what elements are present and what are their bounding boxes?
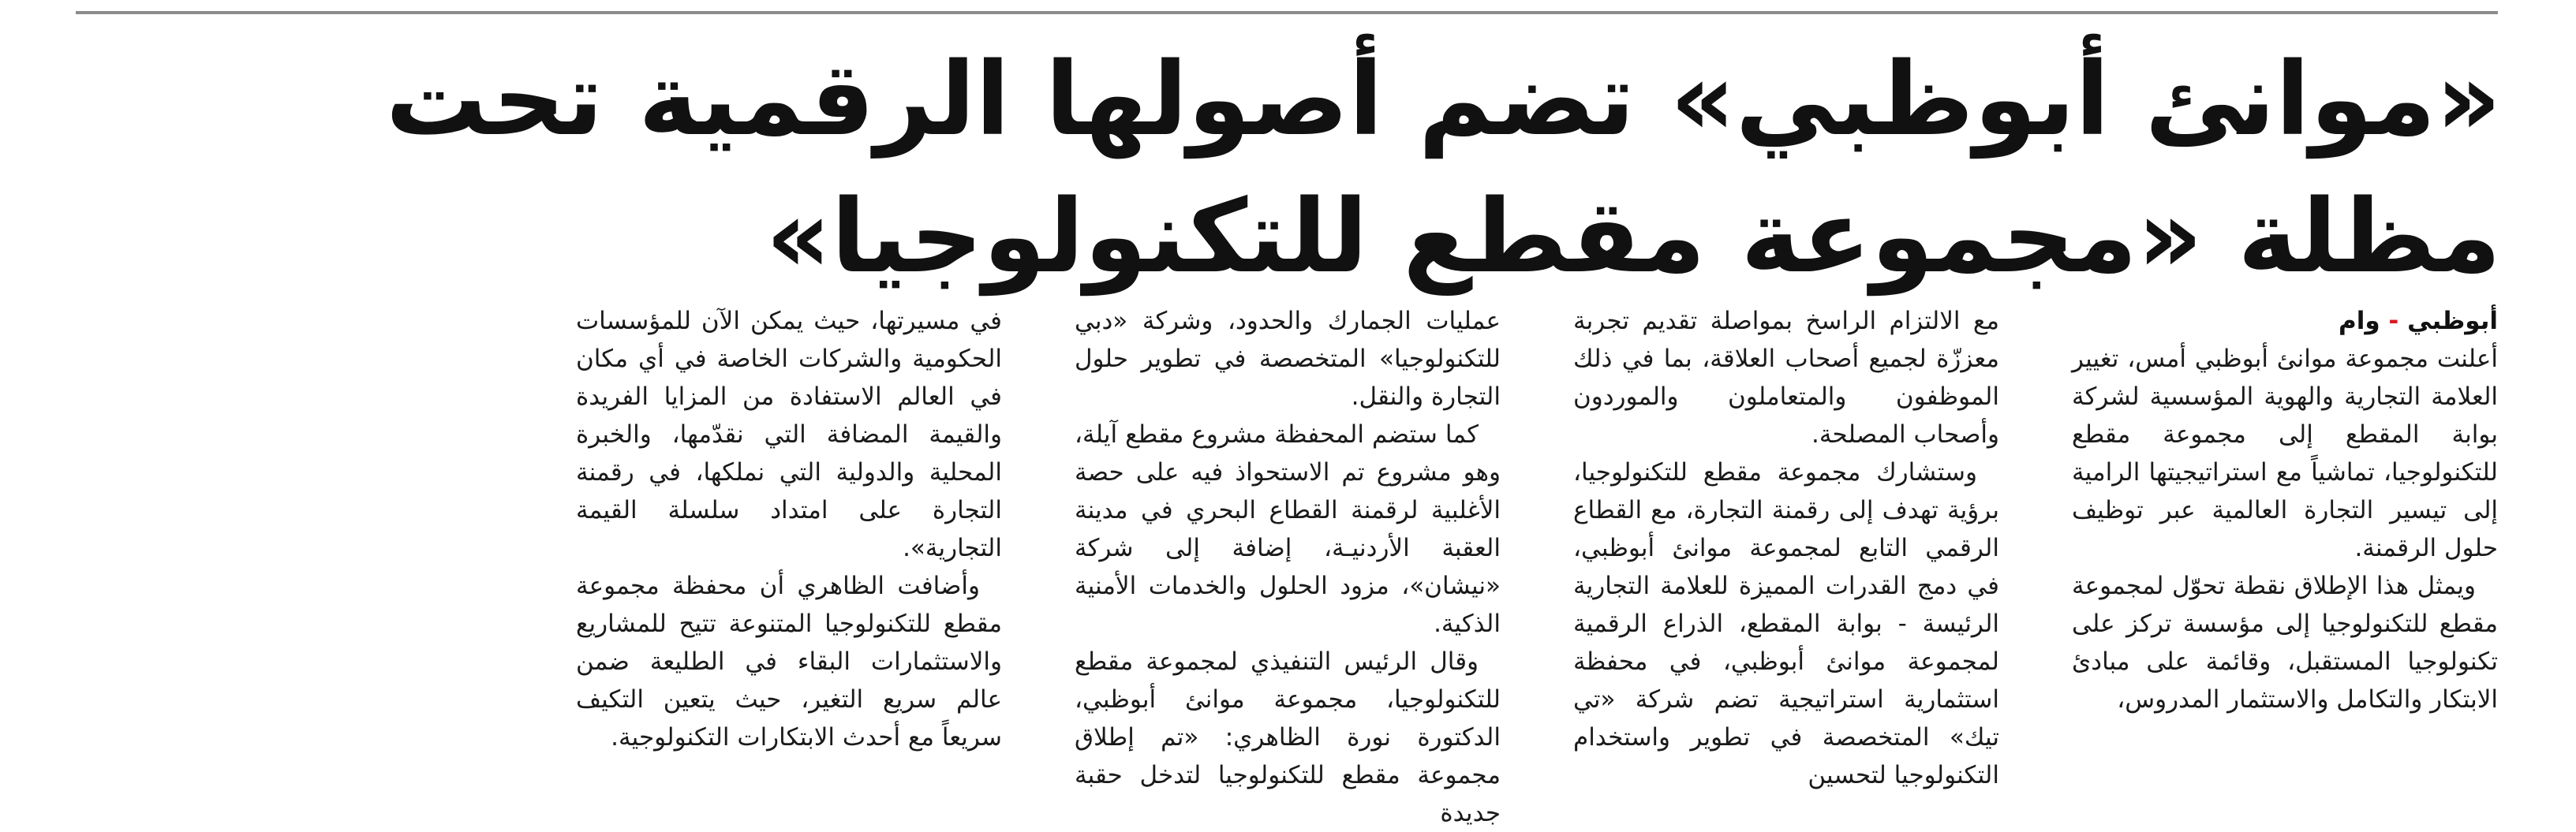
article-column-4	[576, 302, 1002, 756]
dateline-agency: وام	[2338, 307, 2380, 335]
dateline	[2072, 302, 2498, 340]
paragraph: أعلنت مجموعة موانئ أبوظبي أمس، تغيير العلامة التجارية والهوية المؤسسية لشركة بوابة المقطع إلى مجموعة مقطع للتكنولوجيا، تماشياً مع استراتيجيتها الرامية إلى تيسير التجارة العالمية عبر توظيف حلول الرقمنة.	[2072, 345, 2498, 562]
paragraph: مع الالتزام الراسخ بمواصلة تقديم تجربة معززّة لجميع أصحاب العلاقة، بما في ذلك الموظفون والمتعاملون والموردون وأصحاب المصلحة.	[1573, 307, 1999, 449]
dateline-separator: -	[2388, 307, 2399, 335]
paragraph: وأضافت الظاهري أن محفظة مجموعة مقطع للتكنولوجيا المتنوعة تتيح للمشاريع والاستثمارات البقاء في الطليعة ضمن عالم سريع التغير، حيث يتعين التكيف سريعاً مع أحدث الابتكارات التكنولوجية.	[576, 572, 1002, 752]
paragraph: وقال الرئيس التنفيذي لمجموعة مقطع للتكنولوجيا، مجموعة موانئ أبوظبي، الدكتورة نورة الظاهري: «تم إطلاق مجموعة مقطع للتكنولوجيا لتدخل حقبة جديدة	[1075, 647, 1501, 827]
dateline-city: أبوظبي	[2407, 307, 2498, 335]
paragraph: في مسيرتها، حيث يمكن الآن للمؤسسات الحكومية والشركات الخاصة في أي مكان في العالم الاستفادة من المزايا الفريدة والقيمة المضافة التي نقدّمها، والخبرة المحلية والدولية التي نملكها، في رقمنة التجارة على امتداد سلسلة القيمة التجارية».	[576, 307, 1002, 562]
paragraph: ويمثل هذا الإطلاق نقطة تحوّل لمجموعة مقطع للتكنولوجيا إلى مؤسسة تركز على تكنولوجيا المستقبل، وقائمة على مبادئ الابتكار والتكامل والاستثمار المدروس،	[2072, 572, 2498, 714]
paragraph: كما ستضم المحفظة مشروع مقطع آيلة، وهو مشروع تم الاستحواذ فيه على حصة الأغلبية لرقمنة القطاع البحري في مدينة العقبة الأردنيـة، إضافة إلى شركة «نيشان»، مزود الحلول والخدمات الأمنية الذكية.	[1075, 420, 1501, 638]
article-column-3	[1075, 302, 1501, 832]
headline: «موانئ أبوظبي» تضم أصولها الرقمية تحت مظلة «مجموعة مقطع للتكنولوجيا»	[385, 41, 2501, 296]
article-column-1	[2072, 302, 2498, 718]
paragraph: عمليات الجمارك والحدود، وشركة «دبي للتكنولوجيا» المتخصصة في تطوير حلول التجارة والنقل.	[1075, 307, 1501, 411]
article-column-2	[1573, 302, 1999, 794]
article-body	[76, 302, 2498, 827]
top-rule	[76, 11, 2498, 14]
paragraph: وستشارك مجموعة مقطع للتكنولوجيا، برؤية تهدف إلى رقمنة التجارة، مع القطاع الرقمي التابع لمجموعة موانئ أبوظبي، في دمج القدرات المميزة للعلامة التجارية الرئيسة - بوابة المقطع، الذراع الرقمية لمجموعة موانئ أبوظبي، في محفظة استثمارية استراتيجية تضم شركة «تي تيك» المتخصصة في تطوير واستخدام التكنولوجيا لتحسين	[1573, 458, 1999, 789]
